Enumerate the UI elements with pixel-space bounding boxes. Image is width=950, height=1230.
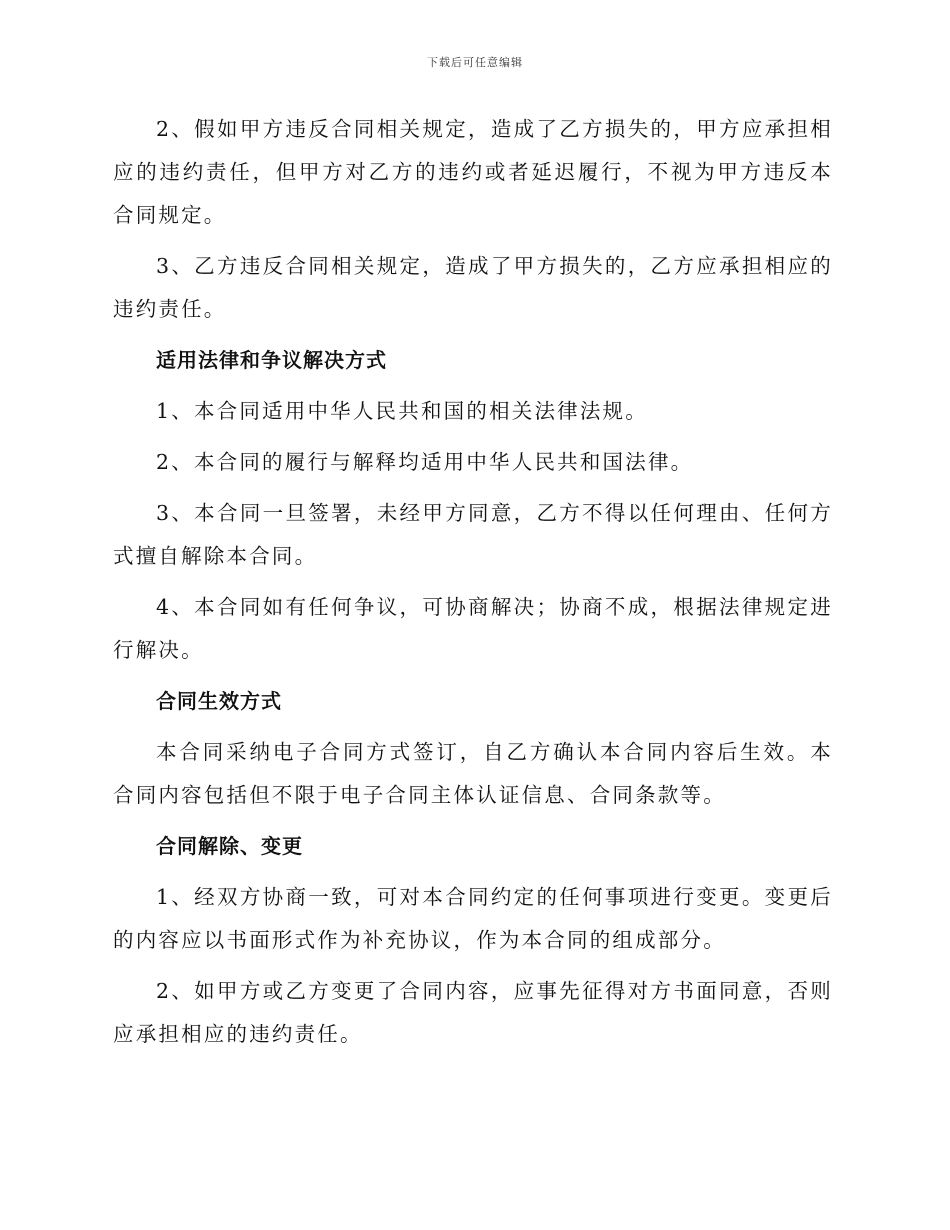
clause-paragraph: 本合同采纳电子合同方式签订，自乙方确认本合同内容后生效。本合同内容包括但不限于电子合同主体认证信息、合同条款等。 xyxy=(113,740,833,807)
section-heading: 合同解除、变更 xyxy=(156,834,303,858)
clause-paragraph: 3、乙方违反合同相关规定，造成了甲方损失的，乙方应承担相应的违约责任。 xyxy=(113,254,833,321)
clause-paragraph: 1、本合同适用中华人民共和国的相关法律法规。 xyxy=(156,399,648,423)
clause-paragraph: 3、本合同一旦签署，未经甲方同意，乙方不得以任何理由、任何方式擅自解除本合同。 xyxy=(113,501,833,568)
clause-paragraph: 2、本合同的履行与解释均适用中华人民共和国法律。 xyxy=(156,450,694,474)
clause-paragraph: 4、本合同如有任何争议，可协商解决；协商不成，根据法律规定进行解决。 xyxy=(113,595,833,662)
section-heading: 合同生效方式 xyxy=(156,689,282,713)
section-heading: 适用法律和争议解决方式 xyxy=(156,348,387,372)
clause-paragraph: 2、如甲方或乙方变更了合同内容，应事先征得对方书面同意，否则应承担相应的违约责任。 xyxy=(113,979,833,1046)
clause-paragraph: 2、假如甲方违反合同相关规定，造成了乙方损失的，甲方应承担相应的违约责任，但甲方对乙方的违约或者延迟履行，不视为甲方违反本合同规定。 xyxy=(113,117,833,227)
clause-paragraph: 1、经双方协商一致，可对本合同约定的任何事项进行变更。变更后的内容应以书面形式作为补充协议，作为本合同的组成部分。 xyxy=(113,885,833,952)
document-body xyxy=(113,108,833,1064)
page-header: 下载后可任意编辑 xyxy=(427,56,523,69)
